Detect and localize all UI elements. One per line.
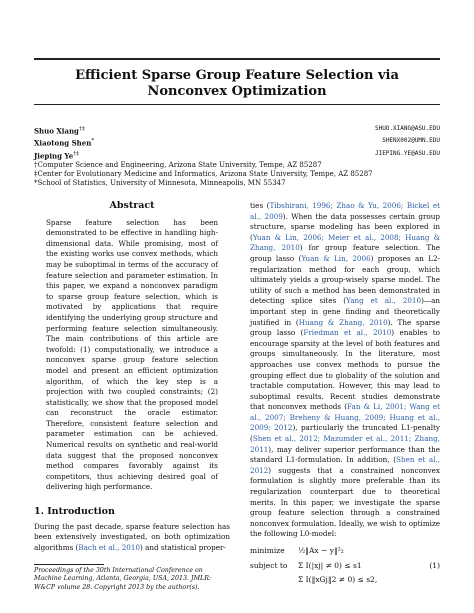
- constraint-2: Σ I(‖xGj‖2 ≠ 0) ≤ s2,: [298, 575, 378, 585]
- author-marks: †‡: [78, 126, 85, 132]
- citation-link[interactable]: Bach et al., 2010: [78, 542, 141, 552]
- intro-text-b: ) and statistical proper-: [140, 542, 226, 552]
- author-block: [34, 124, 440, 188]
- citation-link[interactable]: Yuan & Lin, 2006: [301, 253, 371, 263]
- body-text: )—an important step in gene finding and theoretically justified in (: [250, 296, 440, 327]
- body-text: ties (: [250, 201, 270, 210]
- citation-link[interactable]: Fan & Li, 2001; Wang et al., 2007; Breheny & Huang, 2009; Huang et al., 2009; 2012: [250, 402, 440, 433]
- equation-block: [250, 546, 440, 586]
- author-marks: †‡: [73, 150, 80, 157]
- affiliation: *School of Statistics, University of Minnesota, Minneapolis, MN 55347: [34, 178, 286, 187]
- equation-objective-row: [250, 546, 440, 557]
- objective: ½‖Ax − y‖²₂: [298, 546, 344, 555]
- author-email: SHUO.XIANG@ASU.EDU: [374, 125, 440, 132]
- citation-link[interactable]: Tibshirani, 1996; Zhao & Yu, 2006; Bickel et al., 2009: [250, 201, 440, 221]
- citation-link[interactable]: Yang et al., 2010: [346, 296, 422, 306]
- citation-link[interactable]: Yuan & Lin, 2006; Meier et al., 2008; Huang & Zhang, 2010: [250, 232, 440, 253]
- body-text: ), may deliver superior performance than the standard L1-formulation. In addition, (: [250, 444, 440, 465]
- paper-title: [34, 68, 440, 100]
- title-bottom-rule: [34, 104, 440, 105]
- citation-link[interactable]: Friedman et al., 2010: [303, 328, 392, 338]
- author-name: Xiaotong Shen: [34, 138, 92, 148]
- equation-constraint-row: [250, 575, 440, 586]
- citation-link[interactable]: Shen et al., 2012: [250, 455, 440, 475]
- affiliation: ‡Center for Evolutionary Medicine and Informatics, Arizona State University, Tempe, AZ 85287: [34, 169, 373, 178]
- body-text: ) enables to encourage sparsity at the level of both features and groups simultaneously. In the literature, most approaches use convex methods to pursue the grouping effect due to globality of the solution and tractable computation. However, this may lead to suboptimal results. Recent studies demonstrate that nonconvex methods (: [250, 328, 441, 412]
- body-text: ) suggests that a constrained nonconvex formulation is slightly more preferable than its regularization counterpart due to theoretical merits. In this paper, we investigate the sparse group feature selection through a constrained nonconvex formulation. Ideally, we wish to optimize the following L0-model:: [250, 465, 440, 539]
- citation-link[interactable]: Shen et al., 2012; Mazumder et al., 2011; Zhang, 2011: [250, 434, 440, 454]
- body-text: ) proposes an L2-regularization method for each group, which ultimately yields a group-wisely sparse model. The utility of such a method has been demonstrated in detecting splice sites (: [250, 253, 440, 306]
- title-line-2: Nonconvex Optimization: [147, 84, 327, 99]
- equation-constraint-row: [250, 561, 440, 572]
- body-text: ) for group feature selection. The group lasso (: [250, 243, 441, 263]
- body-text: ). The sparse group lasso (: [250, 317, 440, 338]
- author-name: Shuo Xiang: [34, 126, 79, 136]
- author-row: [34, 136, 440, 148]
- body-text: ). When the data possesses certain group structure, sparse modeling has been explored in (: [250, 211, 440, 242]
- intro-text: [34, 522, 230, 554]
- author-email: SHENX002@UMN.EDU: [382, 137, 440, 145]
- minimize-label: minimize: [250, 546, 285, 555]
- title-line-1: Efficient Sparse Group Feature Selection via: [75, 68, 399, 83]
- intro-heading: 1. Introduction: [34, 506, 115, 518]
- author-email: JIEPING.YE@ASU.EDU: [374, 149, 440, 157]
- subject-to-label: subject to: [250, 560, 288, 570]
- abstract-heading: Abstract: [109, 200, 155, 211]
- affiliation: †Computer Science and Engineering, Arizona State University, Tempe, AZ 85287: [34, 160, 322, 169]
- abstract-text: Sparse feature selection has been demonstrated to be effective in handling high-dimensional data. While promising, most of the existing works use convex methods, which may be suboptimal in terms of the accuracy of feature selection and parameter estimation. In this paper, we expand a nonconvex paradigm to sparse group feature selection, which is motivated by applications that require identifying the underlying group structure and performing feature selection simultaneously. The main contributions of this article are twofold: (1) computationally, we introduce a nonconvex sparse group feature selection model and present an efficient optimization algorithm, of which the key step is a projection with two coupled constraints; (2) statistically, we show that the proposed model can reconstruct the oracle estimator. Therefore, consistent feature selection and parameter estimation can be achieved. Numerical results on synthetic and real-world data suggest that the proposed nonconvex method compares favorably against its competitors, thus achieving desired goal of delivering high performance.: [46, 217, 218, 492]
- constraint-1: Σ I(|xj| ≠ 0) ≤ s1: [298, 560, 362, 570]
- intro-text-a: During the past decade, sparse feature selection has been extensively investigated, on both optimization algorithms (: [34, 521, 230, 552]
- author-name: Jieping Ye: [34, 150, 74, 160]
- equation-number: (1): [429, 560, 440, 570]
- author-marks: *: [91, 138, 95, 145]
- left-column: [34, 201, 230, 553]
- right-column: [250, 201, 440, 590]
- right-column-text: [250, 201, 440, 540]
- author-row: [34, 149, 440, 161]
- author-row: [34, 124, 440, 136]
- footnote-rule: [34, 564, 104, 565]
- top-rule: [34, 58, 440, 60]
- body-text: ), particularly the truncated L1-penalty (: [250, 423, 440, 444]
- footnote: Proceedings of the 30th International Conference on Machine Learning, Atlanta, Georgia, USA, 2013. JMLR: W&CP volume 28. Copyright 2013 by the author(s).: [34, 567, 212, 591]
- citation-link[interactable]: Huang & Zhang, 2010: [298, 317, 388, 327]
